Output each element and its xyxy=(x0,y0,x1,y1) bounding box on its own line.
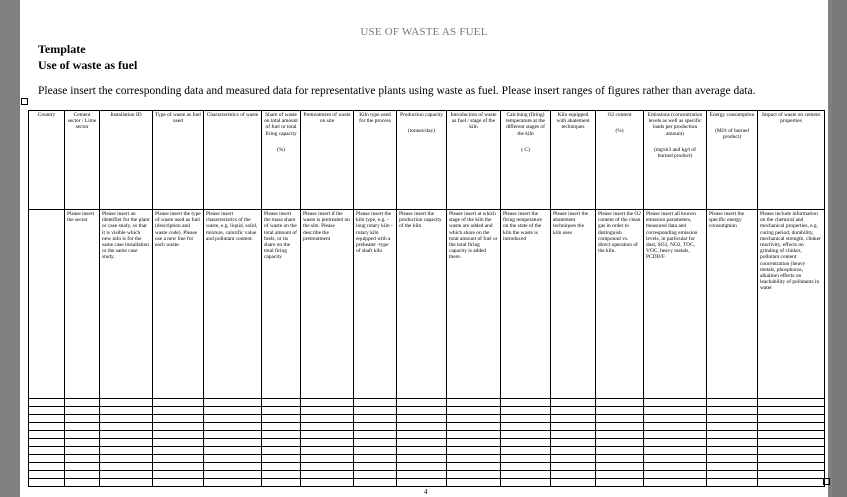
table-cell[interactable] xyxy=(29,447,65,455)
table-cell[interactable] xyxy=(501,447,551,455)
table-cell[interactable] xyxy=(397,463,447,471)
table-cell[interactable] xyxy=(29,479,65,487)
table-cell[interactable] xyxy=(707,407,758,415)
table-cell[interactable] xyxy=(758,431,825,439)
column-header-label: O2 content xyxy=(607,112,632,118)
column-header[interactable] xyxy=(29,111,65,210)
table-cell[interactable] xyxy=(65,431,100,439)
table-cell[interactable] xyxy=(758,447,825,455)
table-cell[interactable] xyxy=(644,455,707,463)
table-row xyxy=(29,399,825,407)
column-header[interactable] xyxy=(644,111,707,210)
table-cell[interactable] xyxy=(153,455,204,463)
table-cell[interactable] xyxy=(65,471,100,479)
table-cell[interactable] xyxy=(758,455,825,463)
table-cell[interactable] xyxy=(596,415,644,423)
table-move-handle-icon[interactable] xyxy=(21,98,28,105)
table-row xyxy=(29,447,825,455)
table-cell[interactable] xyxy=(758,463,825,471)
column-header[interactable] xyxy=(153,111,204,210)
column-header[interactable] xyxy=(204,111,262,210)
table-cell[interactable] xyxy=(153,431,204,439)
column-header[interactable] xyxy=(596,111,644,210)
table-cell[interactable] xyxy=(596,431,644,439)
table-cell[interactable] xyxy=(153,463,204,471)
column-header-label: Production capacity xyxy=(400,112,443,118)
table-row xyxy=(29,210,825,399)
column-header-unit: (%) xyxy=(276,146,286,153)
table-cell[interactable] xyxy=(354,399,397,407)
table-cell[interactable]: Please insert the specific energy consumption xyxy=(707,210,758,399)
table-cell[interactable] xyxy=(204,463,262,471)
table-cell[interactable] xyxy=(644,431,707,439)
table-cell[interactable] xyxy=(644,463,707,471)
column-header[interactable] xyxy=(354,111,397,210)
table-cell[interactable] xyxy=(100,479,153,487)
table-cell[interactable] xyxy=(644,439,707,447)
table-cell[interactable] xyxy=(551,415,596,423)
table-cell[interactable] xyxy=(100,439,153,447)
table-cell[interactable] xyxy=(29,407,65,415)
table-cell[interactable] xyxy=(707,423,758,431)
table-cell[interactable] xyxy=(29,439,65,447)
table-cell[interactable] xyxy=(204,423,262,431)
column-header-label: Emissions (concentration levels as well as specific loads per production amount) xyxy=(647,112,703,137)
table-cell[interactable] xyxy=(354,479,397,487)
table-cell[interactable] xyxy=(501,431,551,439)
table-cell[interactable] xyxy=(262,455,301,463)
table-cell[interactable] xyxy=(153,407,204,415)
table-cell[interactable] xyxy=(100,447,153,455)
table-cell[interactable] xyxy=(29,423,65,431)
table-row xyxy=(29,463,825,471)
table-cell[interactable] xyxy=(301,423,354,431)
column-header-label: Calcining (firing) temperature at the different stages of the kiln xyxy=(506,112,545,137)
table-cell[interactable] xyxy=(397,455,447,463)
table-cell[interactable]: Please insert the abatement techniques the kiln uses xyxy=(551,210,596,399)
table-cell[interactable] xyxy=(596,463,644,471)
table-cell[interactable] xyxy=(153,439,204,447)
column-header[interactable] xyxy=(397,111,447,210)
table-cell[interactable] xyxy=(501,471,551,479)
column-header[interactable] xyxy=(551,111,596,210)
page-number: 4 xyxy=(424,488,428,496)
column-header[interactable] xyxy=(65,111,100,210)
table-cell[interactable] xyxy=(262,447,301,455)
table-cell[interactable] xyxy=(301,471,354,479)
column-header-label: Pretreatment of waste on site xyxy=(303,112,351,125)
table-cell[interactable] xyxy=(29,210,65,399)
table-cell[interactable] xyxy=(447,415,501,423)
table-cell[interactable] xyxy=(707,439,758,447)
table-row xyxy=(29,415,825,423)
table-cell[interactable] xyxy=(153,447,204,455)
table-cell[interactable] xyxy=(100,463,153,471)
table-cell[interactable] xyxy=(354,471,397,479)
table-cell[interactable] xyxy=(501,439,551,447)
table-cell[interactable] xyxy=(758,471,825,479)
document-page xyxy=(20,0,828,497)
table-cell[interactable] xyxy=(301,415,354,423)
header-row xyxy=(29,111,825,210)
table-cell[interactable]: Please insert an identifier for the plant or case study, so that it is visible which new info is for the same case installation or the same case study. xyxy=(100,210,153,399)
table-cell[interactable] xyxy=(354,455,397,463)
table-cell[interactable] xyxy=(262,407,301,415)
column-header-label: Installation ID xyxy=(110,112,142,118)
table-cell[interactable] xyxy=(596,447,644,455)
table-cell[interactable] xyxy=(551,399,596,407)
table-cell[interactable] xyxy=(204,455,262,463)
table-cell[interactable] xyxy=(204,399,262,407)
table-cell[interactable] xyxy=(551,463,596,471)
column-header[interactable] xyxy=(501,111,551,210)
table-cell[interactable] xyxy=(65,479,100,487)
table-cell[interactable] xyxy=(100,407,153,415)
table-cell[interactable] xyxy=(397,431,447,439)
table-row xyxy=(29,479,825,487)
column-header-unit: (%) xyxy=(615,128,624,135)
waste-fuel-table xyxy=(28,110,825,487)
column-header-label: Energy consumption xyxy=(709,112,755,118)
table-cell[interactable] xyxy=(501,415,551,423)
table-cell[interactable] xyxy=(397,407,447,415)
table-cell[interactable] xyxy=(262,439,301,447)
table-cell[interactable] xyxy=(501,479,551,487)
window-scrollbar[interactable] xyxy=(832,0,847,497)
table-cell[interactable] xyxy=(204,439,262,447)
table-cell[interactable]: Please insert the kiln type, e.g. -long rotary kiln -rotary kiln equipped with a preheater -type of shaft kiln xyxy=(354,210,397,399)
table-cell[interactable] xyxy=(551,479,596,487)
table-resize-handle-icon[interactable] xyxy=(823,478,830,485)
table-cell[interactable] xyxy=(204,407,262,415)
table-cell[interactable] xyxy=(758,407,825,415)
table-row xyxy=(29,439,825,447)
table-cell[interactable] xyxy=(301,479,354,487)
table-cell[interactable]: Please insert the sector xyxy=(65,210,100,399)
table-cell[interactable] xyxy=(262,415,301,423)
document-title: Use of waste as fuel xyxy=(38,58,138,72)
table-cell[interactable] xyxy=(204,431,262,439)
table-cell[interactable] xyxy=(707,471,758,479)
table-cell[interactable] xyxy=(397,447,447,455)
table-cell[interactable] xyxy=(29,455,65,463)
table-cell[interactable]: Please include information on the chemical and mechanical properties, e.g. curing period, durability, mechanical strength, clinker reactivity, effects on grinding of clinker, pollutant content concentration (heavy metals, phosphorus, alkaline) effects on leachability of pollutants in water xyxy=(758,210,825,399)
table-row xyxy=(29,471,825,479)
table-cell[interactable] xyxy=(397,471,447,479)
intro-paragraph: Please insert the corresponding data and measured data for representative plants using waste as fuel. Please insert ranges of figures rather than average data. xyxy=(38,85,756,97)
table-cell[interactable] xyxy=(204,471,262,479)
table-cell[interactable] xyxy=(596,479,644,487)
table-cell[interactable] xyxy=(153,399,204,407)
table-cell[interactable] xyxy=(596,455,644,463)
table-cell[interactable] xyxy=(301,439,354,447)
table-cell[interactable] xyxy=(447,447,501,455)
table-cell[interactable] xyxy=(262,399,301,407)
table-cell[interactable] xyxy=(551,423,596,431)
table-cell[interactable] xyxy=(707,447,758,455)
table-cell[interactable] xyxy=(551,439,596,447)
table-cell[interactable] xyxy=(65,463,100,471)
table-cell[interactable] xyxy=(596,407,644,415)
column-header-label: Kiln type used for the process xyxy=(359,112,391,125)
column-header-label: Type of waste as fuel used xyxy=(155,112,201,125)
table-cell[interactable] xyxy=(707,415,758,423)
table-cell[interactable]: Please insert the mass share of waste on the total amount of fuels, or its share on the total firing capacity xyxy=(262,210,301,399)
table-cell[interactable] xyxy=(153,479,204,487)
table-cell[interactable] xyxy=(100,455,153,463)
table-row xyxy=(29,423,825,431)
column-header[interactable] xyxy=(262,111,301,210)
column-header[interactable] xyxy=(707,111,758,210)
table-cell[interactable] xyxy=(65,423,100,431)
table-cell[interactable]: Please insert the production capacity of the kiln xyxy=(397,210,447,399)
table-cell[interactable] xyxy=(551,455,596,463)
table-cell[interactable] xyxy=(501,463,551,471)
table-cell[interactable] xyxy=(262,463,301,471)
table-cell[interactable] xyxy=(354,423,397,431)
table-cell[interactable] xyxy=(301,463,354,471)
table-cell[interactable] xyxy=(758,399,825,407)
page-header-title: USE OF WASTE AS FUEL xyxy=(360,26,488,38)
table-cell[interactable]: Please insert the type of waste used as fuel (description and waste code). Please use a new line for each waste. xyxy=(153,210,204,399)
table-cell[interactable] xyxy=(447,399,501,407)
table-cell[interactable] xyxy=(644,423,707,431)
column-header[interactable] xyxy=(447,111,501,210)
column-header-label: Share of waste on total amount of fuel or total firing capacity xyxy=(264,112,298,137)
table-cell[interactable] xyxy=(65,415,100,423)
column-header-unit: (tonnes/day) xyxy=(408,128,435,135)
table-cell[interactable] xyxy=(204,415,262,423)
column-header-label: Country xyxy=(37,112,56,118)
table-cell[interactable] xyxy=(153,423,204,431)
table-cell[interactable] xyxy=(501,407,551,415)
table-cell[interactable] xyxy=(397,415,447,423)
table-cell[interactable] xyxy=(354,415,397,423)
table-cell[interactable] xyxy=(65,455,100,463)
table-cell[interactable] xyxy=(644,415,707,423)
table-cell[interactable] xyxy=(644,399,707,407)
table-cell[interactable] xyxy=(65,407,100,415)
table-cell[interactable] xyxy=(551,471,596,479)
table-cell[interactable] xyxy=(758,415,825,423)
table-cell[interactable] xyxy=(354,439,397,447)
table-cell[interactable] xyxy=(354,447,397,455)
table-cell[interactable] xyxy=(301,399,354,407)
table-cell[interactable] xyxy=(65,447,100,455)
table-cell[interactable] xyxy=(153,471,204,479)
table-cell[interactable] xyxy=(29,471,65,479)
table-cell[interactable] xyxy=(100,431,153,439)
table-cell[interactable] xyxy=(397,423,447,431)
table-cell[interactable] xyxy=(501,455,551,463)
column-header-label: Kiln equipped with abatement techniques xyxy=(556,112,590,131)
table-cell[interactable] xyxy=(596,471,644,479)
table-cell[interactable] xyxy=(204,447,262,455)
table-cell[interactable] xyxy=(29,415,65,423)
table-row xyxy=(29,431,825,439)
table-cell[interactable] xyxy=(707,463,758,471)
table-cell[interactable] xyxy=(447,431,501,439)
column-header-unit: ( C) xyxy=(521,146,530,153)
table-cell[interactable] xyxy=(354,407,397,415)
table-cell[interactable] xyxy=(707,479,758,487)
table-cell[interactable] xyxy=(301,455,354,463)
column-header-label: Introduction of waste as fuel / stage of the kiln xyxy=(450,112,497,131)
table-cell[interactable]: Please insert characteristics of the waste, e.g. liquid, solid, mixture, calorific value and pollutant content. xyxy=(204,210,262,399)
table-cell[interactable] xyxy=(29,431,65,439)
table-cell[interactable]: Please insert the firing temperature on the state of the kiln the waste is introduced xyxy=(501,210,551,399)
table-cell[interactable] xyxy=(29,463,65,471)
table-cell[interactable] xyxy=(397,399,447,407)
template-label: Template xyxy=(38,42,86,56)
table-cell[interactable] xyxy=(301,447,354,455)
table-cell[interactable] xyxy=(551,431,596,439)
table-cell[interactable] xyxy=(301,431,354,439)
table-cell[interactable] xyxy=(447,455,501,463)
table-cell[interactable] xyxy=(262,431,301,439)
table-cell[interactable] xyxy=(707,431,758,439)
table-cell[interactable] xyxy=(644,479,707,487)
table-cell[interactable] xyxy=(65,399,100,407)
table-cell[interactable] xyxy=(100,423,153,431)
table-cell[interactable] xyxy=(100,399,153,407)
table-cell[interactable] xyxy=(262,423,301,431)
table-cell[interactable] xyxy=(501,399,551,407)
table-cell[interactable] xyxy=(758,479,825,487)
table-cell[interactable] xyxy=(447,423,501,431)
table-cell[interactable] xyxy=(397,439,447,447)
table-cell[interactable] xyxy=(551,407,596,415)
table-cell[interactable] xyxy=(354,463,397,471)
table-cell[interactable] xyxy=(397,479,447,487)
table-row xyxy=(29,407,825,415)
table-cell[interactable] xyxy=(301,407,354,415)
table-cell[interactable] xyxy=(204,479,262,487)
table-cell[interactable] xyxy=(596,439,644,447)
table-cell[interactable] xyxy=(447,463,501,471)
table-cell[interactable] xyxy=(447,439,501,447)
table-cell[interactable] xyxy=(758,423,825,431)
column-header-unit: (MJ/t of burned product) xyxy=(715,128,749,141)
table-cell[interactable] xyxy=(644,471,707,479)
table-cell[interactable] xyxy=(100,415,153,423)
table-cell[interactable] xyxy=(501,423,551,431)
table-cell[interactable] xyxy=(100,471,153,479)
table-cell[interactable]: Please insert if the waste is pretreated on the site. Please describe the pretreatment xyxy=(301,210,354,399)
table-cell[interactable] xyxy=(707,399,758,407)
table-cell[interactable] xyxy=(65,439,100,447)
table-row xyxy=(29,455,825,463)
table-cell[interactable] xyxy=(153,415,204,423)
table-cell[interactable] xyxy=(354,431,397,439)
column-header[interactable] xyxy=(758,111,825,210)
column-header[interactable] xyxy=(100,111,153,210)
column-header[interactable] xyxy=(301,111,354,210)
table-cell[interactable]: Please insert at which stage of the kiln the waste are added and which share on the total amount of fuel or the total firing capacity is added there. xyxy=(447,210,501,399)
column-header-label: Impact of waste on cement properties xyxy=(761,112,821,125)
table-cell[interactable] xyxy=(447,407,501,415)
table-cell[interactable] xyxy=(707,455,758,463)
table-cell[interactable] xyxy=(29,399,65,407)
column-header-label: Characteristics of waste xyxy=(206,112,259,118)
table-cell[interactable] xyxy=(262,471,301,479)
column-header-label: Cement sector / Lime sector xyxy=(67,112,97,131)
table-cell[interactable]: Please insert all known emission parameters, measured data and corresponding emission levels, in particular for dust, SO2, NO2, TOC, VOC, heavy metals, PCDD/F xyxy=(644,210,707,399)
table-cell[interactable]: Please insert the O2 content of the clean gas in order to distinguish compound vs. direct operation of the kiln. xyxy=(596,210,644,399)
table-cell[interactable] xyxy=(644,447,707,455)
table-cell[interactable] xyxy=(596,423,644,431)
table-cell[interactable] xyxy=(758,439,825,447)
table-cell[interactable] xyxy=(596,399,644,407)
table-cell[interactable] xyxy=(551,447,596,455)
column-header-unit: (mg/m3 and kg/t of burned product) xyxy=(654,146,696,160)
table-cell[interactable] xyxy=(447,479,501,487)
table-cell[interactable] xyxy=(644,407,707,415)
table-cell[interactable] xyxy=(262,479,301,487)
table-cell[interactable] xyxy=(447,471,501,479)
